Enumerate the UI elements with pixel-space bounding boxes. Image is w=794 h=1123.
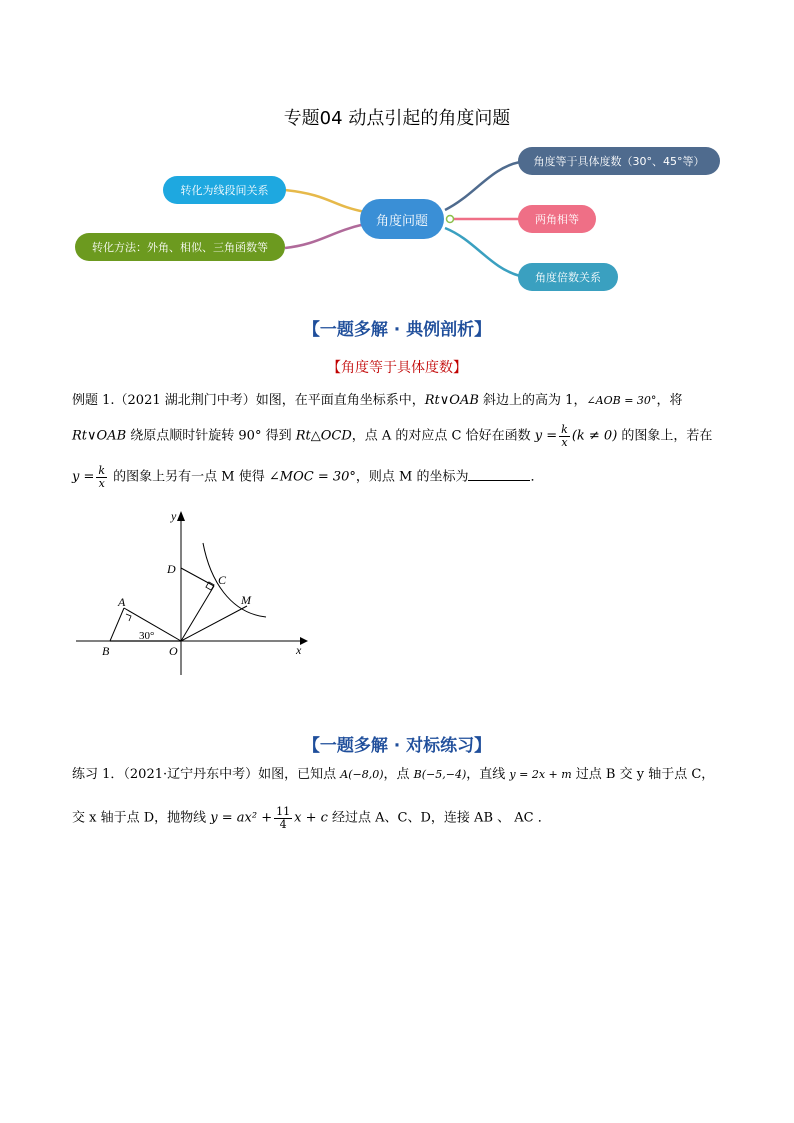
- practice1-text: 交 x 轴于点 D，抛物线: [72, 810, 211, 826]
- example1-text: ，则点 M 的坐标为: [355, 469, 469, 485]
- label-C: C: [218, 573, 227, 587]
- mindmap-node-right1: 角度等于具体度数（30°、45°等）: [518, 147, 720, 175]
- fraction-numerator: k: [98, 464, 106, 477]
- label-A: A: [118, 595, 126, 609]
- math-expression: y =: [534, 428, 558, 444]
- fraction: [96, 465, 107, 489]
- label-y: y: [171, 509, 177, 523]
- segment-OM: [181, 606, 247, 641]
- math-expression: x + c: [294, 810, 328, 826]
- label-B: B: [102, 644, 110, 658]
- example1-text: ，将: [656, 393, 683, 408]
- segment-BA: [110, 608, 124, 641]
- fraction: [559, 424, 570, 448]
- math-expression: B(−5,−4): [413, 768, 467, 781]
- practice1-text: 经过点 A、C、D，连接 AB 、 AC ．: [327, 810, 551, 826]
- example1-text: ，点 A 的对应点 C 恰好在函数: [351, 428, 535, 444]
- hyperbola-curve: [203, 543, 266, 617]
- math-expression: y =: [72, 469, 95, 485]
- connector-left2: [285, 224, 365, 248]
- math-expression: ∠MOC = 30°: [268, 469, 356, 485]
- math-expression: Rt△OCD: [295, 428, 352, 444]
- label-O: O: [169, 644, 178, 658]
- practice1-line1: [72, 768, 732, 781]
- math-expression: y = ax² +: [210, 810, 273, 826]
- answer-blank[interactable]: [468, 468, 530, 481]
- connector-right3: [445, 228, 520, 276]
- practice1-text: ，直线: [466, 767, 510, 782]
- example1-text: 例题 1.（2021 湖北荆门中考）如图，在平面直角坐标系中，: [72, 393, 425, 408]
- fraction-denominator: x: [561, 435, 568, 449]
- example1-figure: [70, 505, 310, 675]
- example1-text: 的图象上另有一点 M 使得: [109, 469, 269, 485]
- practice1-text: 练习 1．（2021·辽宁丹东中考）如图，已知点: [72, 767, 341, 782]
- label-D: D: [167, 562, 176, 576]
- label-angle: 30°: [139, 630, 155, 642]
- mindmap-node-right3: 角度倍数关系: [518, 263, 618, 291]
- practice1-line2: [72, 806, 732, 830]
- page-title: 专题04 动点引起的角度问题: [283, 108, 511, 129]
- example1-text: 的图象上，若在: [617, 428, 713, 444]
- right-angle-mark-A: [126, 614, 131, 621]
- example1-text: 斜边上的高为 1，: [478, 393, 587, 408]
- example1-line2: [72, 424, 732, 448]
- section-heading-analysis: 【一题多解 · 典例剖析】: [302, 320, 492, 340]
- mindmap-handle-icon: [447, 216, 454, 223]
- fraction: [274, 806, 292, 830]
- example1-text: ．: [530, 469, 544, 485]
- mindmap-node-left1: 转化为线段间关系: [163, 176, 286, 204]
- y-axis-arrow-icon: [177, 511, 185, 521]
- math-expression: (k ≠ 0): [571, 428, 618, 444]
- mindmap-center-node: 角度问题: [360, 199, 444, 239]
- mindmap-node-right2: 两角相等: [518, 205, 596, 233]
- example1-line1: [72, 394, 732, 407]
- fraction-numerator: k: [561, 423, 568, 436]
- section-heading-practice: 【一题多解 · 对标练习】: [302, 736, 492, 756]
- math-expression: y = 2x + m: [509, 768, 572, 781]
- practice1-text: 过点 B 交 y 轴于点 C，: [571, 767, 715, 782]
- section-subheading: 【角度等于具体度数】: [327, 360, 467, 376]
- math-expression: A(−8,0): [340, 768, 384, 781]
- fraction-numerator: 11: [276, 805, 291, 818]
- example1-text: 绕原点顺时针旋转 90° 得到: [126, 428, 296, 444]
- right-angle-mark-C: [206, 582, 214, 590]
- segment-DC: [181, 568, 214, 586]
- mindmap-node-left2: 转化方法：外角、相似、三角函数等: [75, 233, 285, 261]
- fraction-denominator: 4: [279, 817, 287, 831]
- math-expression: Rt∨OAB: [72, 428, 127, 444]
- math-expression: Rt∨OAB: [424, 393, 479, 408]
- label-M: M: [241, 593, 251, 607]
- math-expression: ∠AOB = 30°: [586, 394, 657, 407]
- fraction-denominator: x: [98, 476, 105, 490]
- connector-right1: [445, 162, 520, 210]
- example1-line3: [72, 465, 732, 489]
- connector-left1: [285, 190, 365, 212]
- label-x: x: [296, 643, 302, 657]
- practice1-text: ，点: [383, 767, 414, 782]
